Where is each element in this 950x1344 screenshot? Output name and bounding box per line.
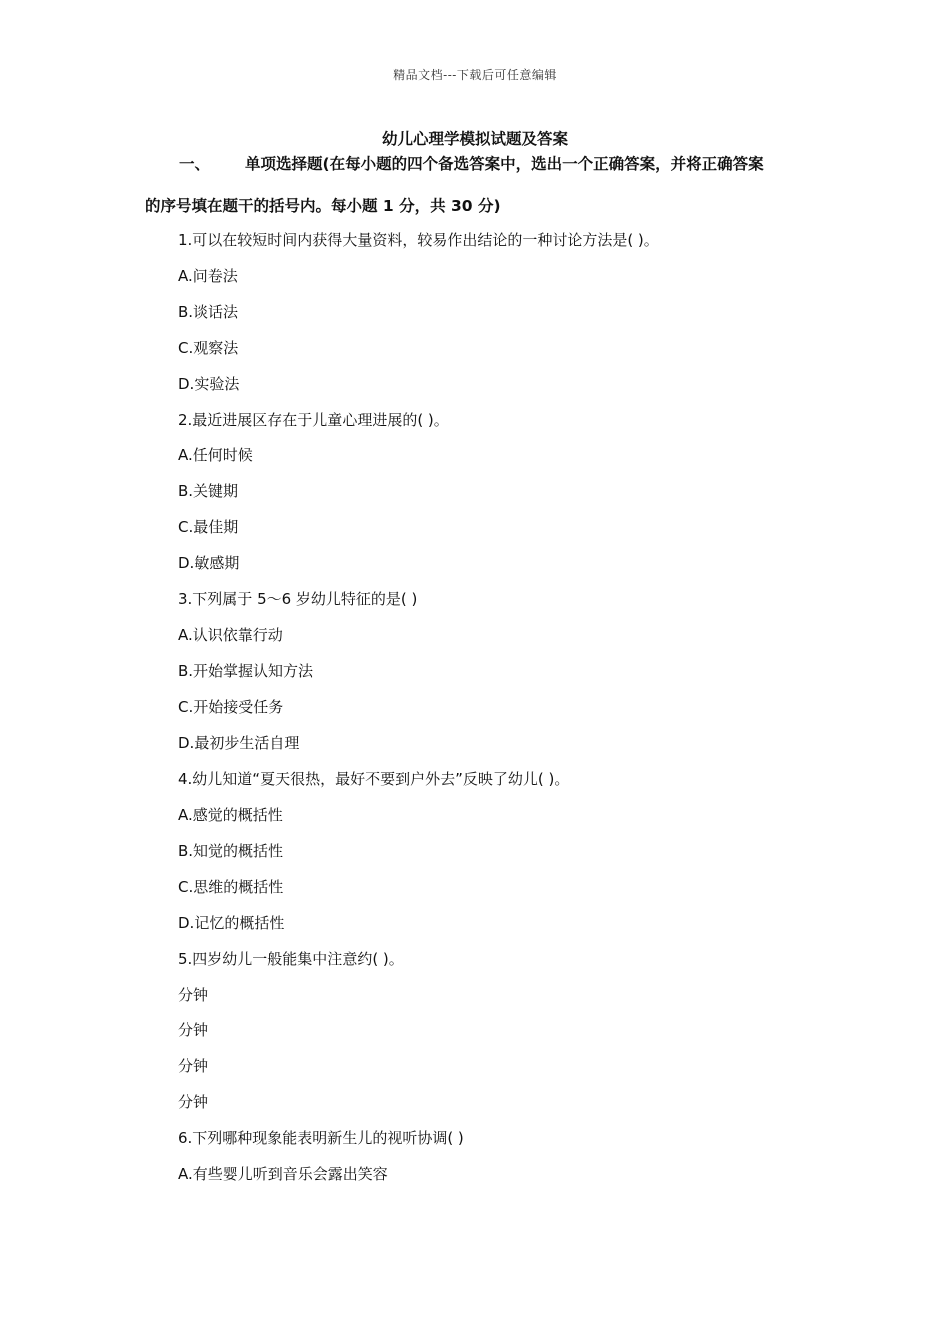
option-5a: 分钟 <box>178 986 209 1004</box>
section-number: 一、 <box>179 155 211 173</box>
option-5b: 分钟 <box>178 1021 209 1039</box>
question-1: 1.可以在较短时间内获得大量资料，较易作出结论的一种讨论方法是( )。 <box>178 231 659 249</box>
header-note: 精品文档---下载后可任意编辑 <box>393 68 557 82</box>
question-3: 3.下列属于 5～6 岁幼儿特征的是( ) <box>178 590 418 608</box>
option-3a: A.认识依靠行动 <box>178 626 283 644</box>
section-instructions-line2: 的序号填在题干的括号内。每小题 1 分，共 30 分) <box>145 197 501 215</box>
question-4: 4.幼儿知道“夏天很热，最好不要到户外去”反映了幼儿( )。 <box>178 770 570 788</box>
option-1d: D.实验法 <box>178 375 240 393</box>
option-5d: 分钟 <box>178 1093 209 1111</box>
document-title: 幼儿心理学模拟试题及答案 <box>381 130 568 148</box>
option-4b: B.知觉的概括性 <box>178 842 284 860</box>
question-5: 5.四岁幼儿一般能集中注意约( )。 <box>178 950 404 968</box>
option-1a: A.问卷法 <box>178 267 238 285</box>
option-2a: A.任何时候 <box>178 446 253 464</box>
option-2c: C.最佳期 <box>178 518 239 536</box>
question-2: 2.最近进展区存在于儿童心理进展的( )。 <box>178 411 449 429</box>
option-1c: C.观察法 <box>178 339 239 357</box>
option-4c: C.思维的概括性 <box>178 878 284 896</box>
option-4a: A.感觉的概括性 <box>178 806 283 824</box>
option-3b: B.开始掌握认知方法 <box>178 662 314 680</box>
option-2d: D.敏感期 <box>178 554 240 572</box>
option-3d: D.最初步生活自理 <box>178 734 300 752</box>
option-4d: D.记忆的概括性 <box>178 914 285 932</box>
option-3c: C.开始接受任务 <box>178 698 284 716</box>
option-6a: A.有些婴儿听到音乐会露出笑容 <box>178 1165 388 1183</box>
option-2b: B.关键期 <box>178 482 239 500</box>
option-1b: B.谈话法 <box>178 303 239 321</box>
question-6: 6.下列哪种现象能表明新生儿的视听协调( ) <box>178 1129 464 1147</box>
option-5c: 分钟 <box>178 1057 209 1075</box>
section-instructions-line1: 单项选择题(在每小题的四个备选答案中，选出一个正确答案，并将正确答案 <box>245 155 764 173</box>
